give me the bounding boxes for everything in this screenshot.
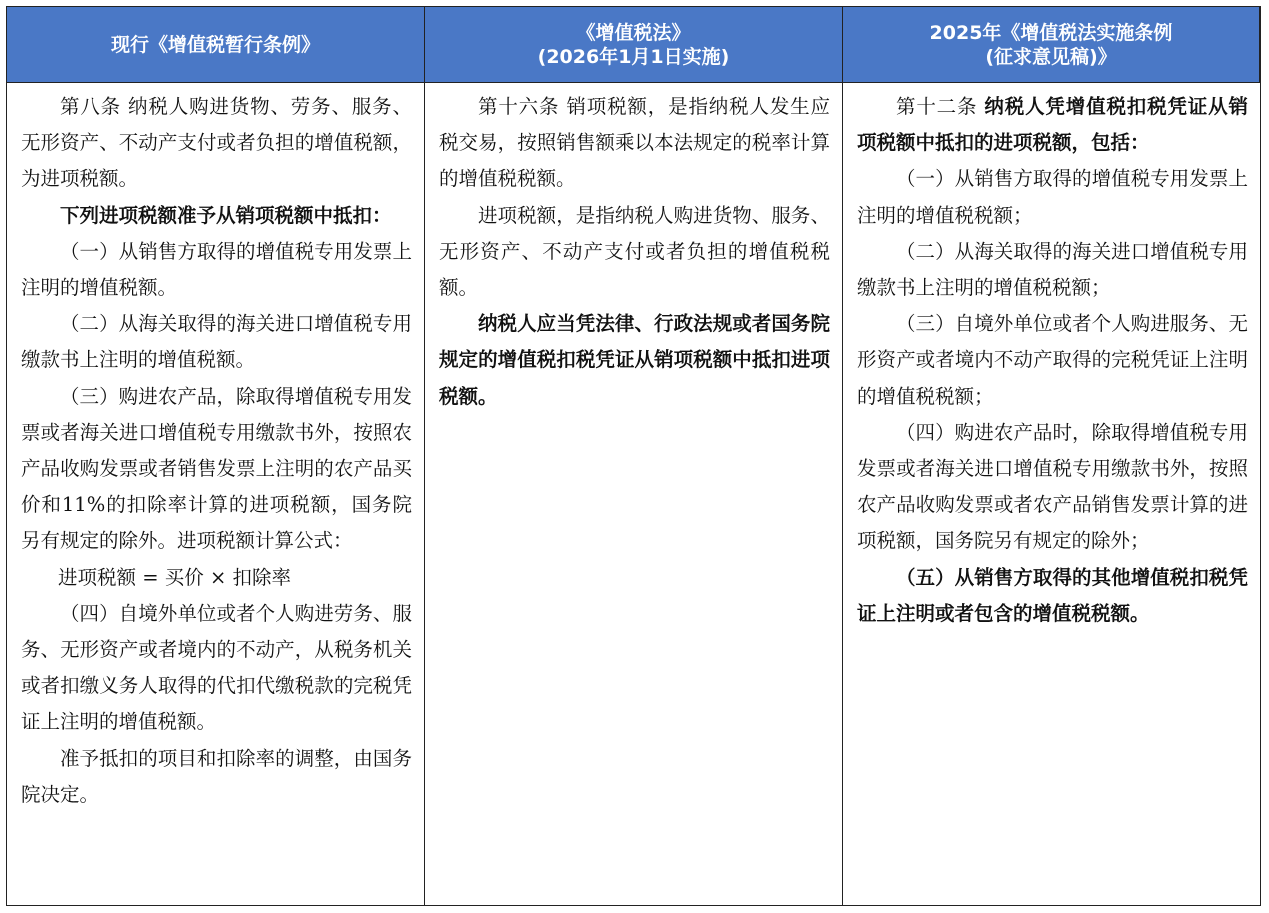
header-col2-line1: 《增值税法》 [576,21,691,44]
draft-item-3: （三）自境外单位或者个人购进服务、无形资产或者境内不动产取得的完税凭证上注明的增值税税额； [857,312,1248,408]
header-vat-law [425,7,843,83]
header-col3-line2: (征求意见稿)》 [985,45,1117,68]
item-1: （一）从销售方取得的增值税专用发票上注明的增值税额。 [21,239,412,300]
deductible-heading: 下列进项税额准予从销项税额中抵扣： [60,203,392,227]
item-4: （四）自境外单位或者个人购进劳务、服务、无形资产或者境内的不动产，从税务机关或者扣缴义务人取得的代扣代缴税款的完税凭证上注明的增值税额。 [21,601,412,734]
article-8-text: 第八条 纳税人购进货物、劳务、服务、无形资产、不动产支付或者负担的增值税额，为进项税额。 [21,95,412,191]
draft-item-4: （四）购进农产品时，除取得增值税专用发票或者海关进口增值税专用缴款书外，按照农产品收购发票或者农产品销售发票计算的进项税额，国务院另有规定的除外； [857,420,1248,553]
article-12-text [857,89,1248,161]
item-3: （三）购进农产品，除取得增值税专用发票或者海关进口增值税专用缴款书外，按照农产品收购发票或者销售发票上注明的农产品买价和11%的扣除率计算的进项税额，国务院另有规定的除外。进项税额计算公式： [21,384,412,553]
implementation-draft-cell [843,83,1260,905]
article-12-lead: 第十二条 [896,95,985,118]
deduction-rule: 纳税人应当凭法律、行政法规或者国务院规定的增值税扣税凭证从销项税额中抵扣进项税额。 [439,312,830,408]
draft-item-1: （一）从销售方取得的增值税专用发票上注明的增值税税额； [857,167,1248,227]
input-tax-definition: 进项税额，是指纳税人购进货物、服务、无形资产、不动产支付或者负担的增值税税额。 [439,203,830,300]
comparison-table [6,6,1261,906]
draft-item-5: （五）从销售方取得的其他增值税扣税凭证上注明或者包含的增值税税额。 [857,565,1248,625]
header-implementation-draft [843,7,1260,83]
draft-item-2: （二）从海关取得的海关进口增值税专用缴款书上注明的增值税税额； [857,239,1248,300]
header-col2-line2: (2026年1月1日实施) [537,45,730,68]
vat-law-cell [425,83,843,905]
item-2: （二）从海关取得的海关进口增值税专用缴款书上注明的增值税额。 [21,312,412,372]
article-16-text: 第十六条 销项税额，是指纳税人发生应税交易，按照销售额乘以本法规定的税率计算的增值税税额。 [439,95,830,191]
formula: 进项税额 = 买价 × 扣除率 [58,565,292,589]
article-12-bold: 纳税人凭增值税扣税凭证从销项税额中抵扣的进项税额，包括： [857,95,1248,155]
current-regulation-cell [7,83,425,905]
header-current-regulation [7,7,425,83]
adjustment-note: 准予抵扣的项目和扣除率的调整，由国务院决定。 [21,746,412,806]
header-col1-text: 现行《增值税暂行条例》 [110,33,320,56]
header-col3-line1: 2025年《增值税法实施条例 [929,21,1173,44]
